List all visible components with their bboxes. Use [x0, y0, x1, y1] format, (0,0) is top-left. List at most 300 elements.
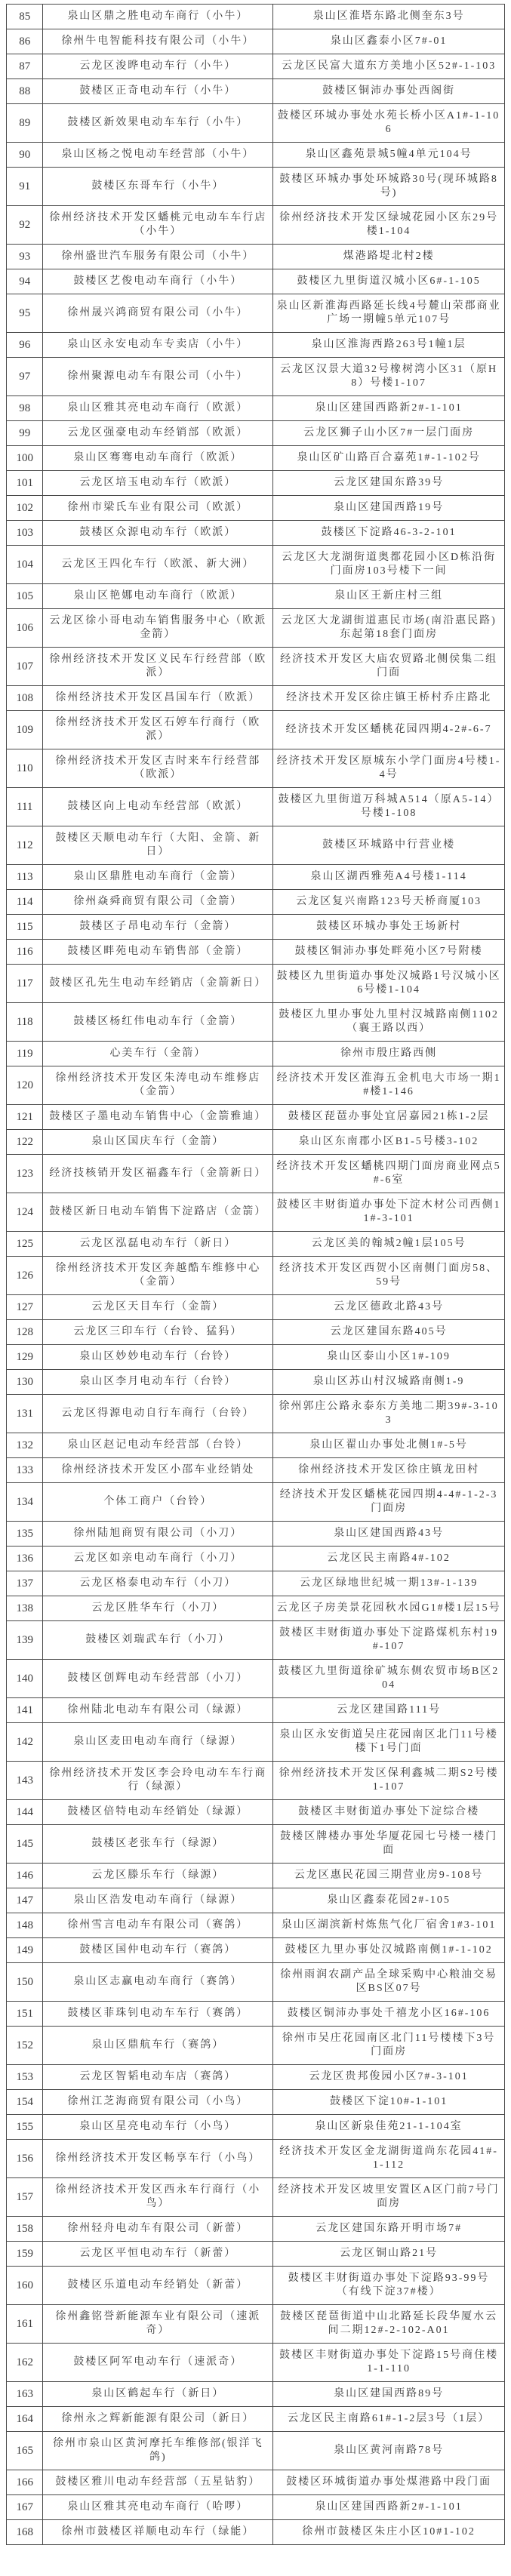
table-row	[7, 2027, 505, 2065]
dealer-name-cell: 徐州鑫铭誉新能源车业有限公司（速派奇）	[43, 2305, 273, 2344]
dealer-address-cell: 泉山区矿山路百合嘉苑1#-1-102号	[273, 446, 505, 471]
dealer-address-cell: 泉山区建国西路43号	[273, 1522, 505, 1547]
row-number-cell: 113	[7, 865, 43, 890]
row-number-cell: 99	[7, 421, 43, 446]
dealer-address-cell: 云龙区汉景大道32号橡树湾小区31（原H8）号楼1-107	[273, 358, 505, 396]
table-row	[7, 2242, 505, 2267]
dealer-name-cell: 泉山区浩发电动车商行（绿源）	[43, 1888, 273, 1913]
row-number-cell: 100	[7, 446, 43, 471]
row-number-cell: 108	[7, 686, 43, 711]
row-number-cell: 135	[7, 1522, 43, 1547]
row-number-cell: 86	[7, 29, 43, 54]
table-row	[7, 940, 505, 965]
dealer-name-cell: 徐州经济技术开发区奔越酷车维修中心（金箭）	[43, 1257, 273, 1295]
table-row	[7, 915, 505, 940]
table-row	[7, 294, 505, 333]
table-row	[7, 1698, 505, 1723]
row-number-cell: 155	[7, 2115, 43, 2140]
dealer-address-cell: 云龙区美的翰城2幢1层105号	[273, 1232, 505, 1257]
dealer-name-cell: 泉山区鼎之胜电动车商行（小牛）	[43, 5, 273, 29]
dealer-name-cell: 云龙区滕乐车行（绿源）	[43, 1864, 273, 1888]
dealer-name-cell: 徐州江芝海商贸有限公司（小鸟）	[43, 2090, 273, 2115]
row-number-cell: 152	[7, 2027, 43, 2065]
table-row	[7, 2140, 505, 2178]
dealer-name-cell: 云龙区培玉电动车行（欧派）	[43, 471, 273, 496]
row-number-cell: 117	[7, 965, 43, 1003]
table-row	[7, 1483, 505, 1522]
table-row	[7, 1003, 505, 1042]
dealer-name-cell: 泉山区雅其亮电动车商行（欧派）	[43, 396, 273, 421]
table-row	[7, 1938, 505, 1963]
row-number-cell: 158	[7, 2217, 43, 2242]
table-row	[7, 269, 505, 294]
table-row	[7, 1825, 505, 1864]
dealer-address-cell: 鼓楼区丰财街道办事处下淀综合楼	[273, 1800, 505, 1825]
row-number-cell: 91	[7, 168, 43, 206]
row-number-cell: 142	[7, 1723, 43, 1762]
row-number-cell: 133	[7, 1458, 43, 1483]
dealer-address-cell: 泉山区新淮海西路延长线4号麓山荣郡商业广场一期幢5单元107号	[273, 294, 505, 333]
row-number-cell: 164	[7, 2407, 43, 2432]
row-number-cell: 109	[7, 711, 43, 749]
dealer-name-cell: 徐州经济技术开发区石婷车行商行（欧派）	[43, 711, 273, 749]
dealer-address-cell: 云龙区复兴南路123号天桥商厦103	[273, 890, 505, 915]
row-number-cell: 131	[7, 1395, 43, 1433]
dealer-name-cell: 泉山区艳娜电动车商行（欧派）	[43, 584, 273, 609]
row-number-cell: 137	[7, 1571, 43, 1596]
dealer-address-cell: 徐州经济技术开发区徐庄镇龙田村	[273, 1458, 505, 1483]
row-number-cell: 90	[7, 143, 43, 168]
dealer-address-cell: 泉山区苏山村汉城路南侧1-9	[273, 1370, 505, 1395]
dealer-address-cell: 泉山区湖滨新村炼焦气化厂宿舍1#3-101	[273, 1913, 505, 1938]
dealer-address-cell: 泉山区建国西路19号	[273, 496, 505, 521]
row-number-cell: 122	[7, 1130, 43, 1155]
row-number-cell: 141	[7, 1698, 43, 1723]
dealer-name-cell: 徐州经济技术开发区朱涛电动车维修店（金箭）	[43, 1066, 273, 1105]
row-number-cell: 89	[7, 104, 43, 143]
dealer-address-cell: 泉山区黄河南路78号	[273, 2432, 505, 2470]
table-row	[7, 890, 505, 915]
dealer-address-cell: 鼓楼区九里办事处汉城路南侧1#-1-102	[273, 1938, 505, 1963]
dealer-address-cell: 泉山区永安街道吴庄花园南区北门11号楼楼下1号门面	[273, 1723, 505, 1762]
table-row	[7, 104, 505, 143]
table-row	[7, 1370, 505, 1395]
dealer-name-cell: 鼓楼区阿军电动车行（速派奇）	[43, 2344, 273, 2382]
table-row	[7, 471, 505, 496]
dealer-name-cell: 云龙区三印车行（台铃、猛犸）	[43, 1320, 273, 1345]
row-number-cell: 166	[7, 2470, 43, 2495]
table-row	[7, 1723, 505, 1762]
dealer-address-cell: 徐州雨润农副产品全球采购中心粮油交易区BS区07号	[273, 1963, 505, 2002]
dealer-address-cell: 云龙区狮子山小区7#一层门面房	[273, 421, 505, 446]
dealer-name-cell: 鼓楼区创辉电动车经营部（小刀）	[43, 1660, 273, 1698]
dealer-address-cell: 云龙区建国东路39号	[273, 471, 505, 496]
dealer-name-cell: 泉山区永安电动车专卖店（小牛）	[43, 333, 273, 358]
dealer-name-cell: 泉山区骞骞电动车商行（欧派）	[43, 446, 273, 471]
table-row	[7, 1105, 505, 1130]
dealer-name-cell: 徐州经济技术开发区蟠桃元电动车车行店 （小牛）	[43, 206, 273, 245]
row-number-cell: 88	[7, 79, 43, 104]
row-number-cell: 121	[7, 1105, 43, 1130]
dealer-address-cell: 鼓楼区丰财街道办事处下淀木材公司西侧11#-3-101	[273, 1193, 505, 1232]
table-row	[7, 1762, 505, 1800]
row-number-cell: 145	[7, 1825, 43, 1864]
row-number-cell: 120	[7, 1066, 43, 1105]
dealer-address-cell: 经济技术开发区徐庄镇王桥村乔庄路北	[273, 686, 505, 711]
dealer-address-cell: 云龙区建国东路405号	[273, 1320, 505, 1345]
row-number-cell: 102	[7, 496, 43, 521]
dealer-address-cell: 鼓楼区九里街道办事处汉城路1号汉城小区6号楼1-104	[273, 965, 505, 1003]
table-row	[7, 2115, 505, 2140]
row-number-cell: 98	[7, 396, 43, 421]
dealer-name-cell: 鼓楼区孔先生电动车经销店（金箭新日）	[43, 965, 273, 1003]
table-row	[7, 1155, 505, 1193]
dealer-table-body	[7, 5, 505, 2545]
table-row	[7, 168, 505, 206]
row-number-cell: 139	[7, 1621, 43, 1660]
dealer-name-cell: 云龙区平恒电动车行（新蕾）	[43, 2242, 273, 2267]
dealer-name-cell: 徐州经济技术开发区西永车行商行（小鸟）	[43, 2178, 273, 2217]
dealer-name-cell: 徐州陆北电动车有限公司（绿源）	[43, 1698, 273, 1723]
table-row	[7, 1433, 505, 1458]
table-row	[7, 1571, 505, 1596]
row-number-cell: 119	[7, 1042, 43, 1066]
table-row	[7, 421, 505, 446]
row-number-cell: 116	[7, 940, 43, 965]
table-row	[7, 865, 505, 890]
table-row	[7, 1257, 505, 1295]
row-number-cell: 103	[7, 521, 43, 546]
table-row	[7, 609, 505, 648]
table-row	[7, 245, 505, 269]
table-row	[7, 584, 505, 609]
row-number-cell: 161	[7, 2305, 43, 2344]
dealer-address-cell: 鼓楼区铜沛办事处千禧龙小区16#-106	[273, 2002, 505, 2027]
dealer-name-cell: 鼓楼区众源电动车行（欧派）	[43, 521, 273, 546]
table-row	[7, 648, 505, 686]
table-row	[7, 79, 505, 104]
table-row	[7, 2305, 505, 2344]
row-number-cell: 107	[7, 648, 43, 686]
dealer-address-cell: 泉山区王新庄村三组	[273, 584, 505, 609]
row-number-cell: 105	[7, 584, 43, 609]
table-row	[7, 521, 505, 546]
dealer-address-cell: 鼓楼区琵琶街道中山北路延长段华厦水云间二期12#-2-102-A01	[273, 2305, 505, 2344]
dealer-name-cell: 徐州经济技术开发区畅享车行（小鸟）	[43, 2140, 273, 2178]
dealer-address-cell: 鼓楼区九里街道徐矿城东侧农贸市场B区204	[273, 1660, 505, 1698]
dealer-name-cell: 徐州经济技术开发区小邵车业经销处	[43, 1458, 273, 1483]
dealer-address-cell: 云龙区民主南路4#-102	[273, 1547, 505, 1571]
dealer-name-cell: 泉山区鹤起车行（新日）	[43, 2382, 273, 2407]
row-number-cell: 85	[7, 5, 43, 29]
table-row	[7, 2432, 505, 2470]
dealer-address-cell: 徐州经济技术开发区保利鑫城二期S2号楼1-107	[273, 1762, 505, 1800]
table-row	[7, 1458, 505, 1483]
dealer-name-cell: 泉山区赵记电动车经营部（台铃）	[43, 1433, 273, 1458]
dealer-address-cell: 鼓楼区下淀10#-1-101	[273, 2090, 505, 2115]
dealer-address-cell: 泉山区建国西路新2#-1-101	[273, 2495, 505, 2520]
row-number-cell: 124	[7, 1193, 43, 1232]
dealer-name-cell: 鼓楼区国仲电动车行（赛鸽）	[43, 1938, 273, 1963]
dealer-name-cell: 鼓楼区乐道电动车经销处（新蕾）	[43, 2267, 273, 2305]
row-number-cell: 106	[7, 609, 43, 648]
dealer-address-cell: 云龙区惠民花园三期营业房9-108号	[273, 1864, 505, 1888]
dealer-address-cell: 经济技术开发区坡里安置区A区门前7号门面房	[273, 2178, 505, 2217]
dealer-name-cell: 云龙区得源电动自行车商行（台铃）	[43, 1395, 273, 1433]
dealer-name-cell: 徐州经济技术开发区李会玲电动车车行商行（绿源）	[43, 1762, 273, 1800]
dealer-address-cell: 鼓楼区环城办事处王场新村	[273, 915, 505, 940]
dealer-name-cell: 鼓楼区天顺电动车行（大阳、金箭、新日）	[43, 826, 273, 865]
dealer-name-cell: 云龙区徐小哥电动车销售服务中心（欧派金箭）	[43, 609, 273, 648]
dealer-address-cell: 徐州郭庄公路永泰东方美地二期39#-3-103	[273, 1395, 505, 1433]
table-row	[7, 1596, 505, 1621]
row-number-cell: 93	[7, 245, 43, 269]
dealer-address-cell: 经济技术开发区西贺小区南侧门面房58、59号	[273, 1257, 505, 1295]
dealer-address-cell: 云龙区子房美景花园秋水园G1#楼1层15号	[273, 1596, 505, 1621]
dealer-address-cell: 云龙区大龙湖街道惠民市场(南沿惠民路)东起第18套门面房	[273, 609, 505, 648]
table-row	[7, 206, 505, 245]
row-number-cell: 92	[7, 206, 43, 245]
dealer-address-cell: 鼓楼区九里街道万科城A514（原A5-14）号楼1-108	[273, 788, 505, 826]
dealer-address-cell: 煤港路堤北村2楼	[273, 245, 505, 269]
row-number-cell: 112	[7, 826, 43, 865]
table-row	[7, 5, 505, 29]
table-row	[7, 2407, 505, 2432]
dealer-address-cell: 泉山区湖西雅苑A4号楼1-114	[273, 865, 505, 890]
table-row	[7, 2178, 505, 2217]
row-number-cell: 168	[7, 2520, 43, 2545]
dealer-address-cell: 泉山区淮海西路263号1幢1层	[273, 333, 505, 358]
dealer-name-cell: 鼓楼区倍特电动车经销处（绿源）	[43, 1800, 273, 1825]
row-number-cell: 149	[7, 1938, 43, 1963]
dealer-address-cell: 泉山区鑫泰小区7#-01	[273, 29, 505, 54]
row-number-cell: 153	[7, 2065, 43, 2090]
dealer-name-cell: 徐州牛电智能科技有限公司（小牛）	[43, 29, 273, 54]
dealer-address-cell: 鼓楼区丰财街道办事处下淀路煤机东村19#-107	[273, 1621, 505, 1660]
dealer-address-cell: 鼓楼区环城路中行营业楼	[273, 826, 505, 865]
row-number-cell: 95	[7, 294, 43, 333]
dealer-address-cell: 鼓楼区铜沛办事处西阁街	[273, 79, 505, 104]
table-row	[7, 358, 505, 396]
table-row	[7, 749, 505, 788]
row-number-cell: 157	[7, 2178, 43, 2217]
row-number-cell: 167	[7, 2495, 43, 2520]
row-number-cell: 163	[7, 2382, 43, 2407]
table-row	[7, 1621, 505, 1660]
dealer-address-cell: 云龙区绿地世纪城一期13#-1-139	[273, 1571, 505, 1596]
dealer-address-cell: 泉山区鑫苑景城5幢4单元104号	[273, 143, 505, 168]
dealer-name-cell: 鼓楼区向上电动车经营部（欧派）	[43, 788, 273, 826]
dealer-name-cell: 泉山区雅其亮电动车商行（哈啰）	[43, 2495, 273, 2520]
dealer-name-cell: 经济技核销开发区福鑫车行（金箭新日）	[43, 1155, 273, 1193]
row-number-cell: 140	[7, 1660, 43, 1698]
row-number-cell: 104	[7, 546, 43, 584]
dealer-address-cell: 云龙区大龙湖街道奥都花园小区D栋沿街门面房103号楼下一间	[273, 546, 505, 584]
dealer-address-cell: 泉山区新泉佳苑21-1-104室	[273, 2115, 505, 2140]
table-row	[7, 1395, 505, 1433]
dealer-name-cell: 徐州晟兴鸿商贸有限公司（小牛）	[43, 294, 273, 333]
dealer-name-cell: 云龙区王四化车行（欧派、新大洲）	[43, 546, 273, 584]
dealer-address-cell: 徐州市鼓楼区朱庄小区10#1-102	[273, 2520, 505, 2545]
dealer-name-cell: 徐州市泉山区黄河摩托车维修部(银洋飞鸽)	[43, 2432, 273, 2470]
row-number-cell: 115	[7, 915, 43, 940]
row-number-cell: 165	[7, 2432, 43, 2470]
dealer-address-cell: 云龙区建国东路开明市场7#	[273, 2217, 505, 2242]
dealer-name-cell: 云龙区泓磊电动车行（新日）	[43, 1232, 273, 1257]
dealer-name-cell: 云龙区强豪电动车经销部（欧派）	[43, 421, 273, 446]
row-number-cell: 144	[7, 1800, 43, 1825]
row-number-cell: 130	[7, 1370, 43, 1395]
row-number-cell: 111	[7, 788, 43, 826]
dealer-name-cell: 泉山区鼎胜电动车商行（金箭）	[43, 865, 273, 890]
table-row	[7, 2090, 505, 2115]
dealer-name-cell: 鼓楼区正奇电动车行（小牛）	[43, 79, 273, 104]
dealer-name-cell: 泉山区星亮电动车行（小鸟）	[43, 2115, 273, 2140]
table-row	[7, 1320, 505, 1345]
dealer-address-cell: 云龙区贵邦俊园小区7#-3-101	[273, 2065, 505, 2090]
dealer-name-cell: 鼓楼区菲珠钊电动车车行（赛鸽）	[43, 2002, 273, 2027]
table-row	[7, 1913, 505, 1938]
row-number-cell: 136	[7, 1547, 43, 1571]
dealer-address-cell: 鼓楼区牌楼办事处华厦花园七号楼一楼门面	[273, 1825, 505, 1864]
row-number-cell: 125	[7, 1232, 43, 1257]
table-row	[7, 1522, 505, 1547]
dealer-name-cell: 鼓楼区子墨电动车销售中心（金箭雅迪）	[43, 1105, 273, 1130]
dealer-name-cell: 鼓楼区刘瑞武车行（小刀）	[43, 1621, 273, 1660]
dealer-name-cell: 徐州永之辉新能源有限公司（新日）	[43, 2407, 273, 2432]
dealer-name-cell: 泉山区李月电动车行（台铃）	[43, 1370, 273, 1395]
table-row	[7, 496, 505, 521]
dealer-name-cell: 泉山区杨之悦电动车经营部（小牛）	[43, 143, 273, 168]
dealer-name-cell: 徐州雪言电动车有限公司（赛鸽）	[43, 1913, 273, 1938]
table-row	[7, 446, 505, 471]
dealer-name-cell: 泉山区麦田电动车商行（绿源）	[43, 1723, 273, 1762]
row-number-cell: 96	[7, 333, 43, 358]
row-number-cell: 132	[7, 1433, 43, 1458]
table-row	[7, 1888, 505, 1913]
row-number-cell: 126	[7, 1257, 43, 1295]
row-number-cell: 134	[7, 1483, 43, 1522]
dealer-table	[6, 4, 505, 2545]
dealer-name-cell: 徐州焱舜商贸有限公司（金箭）	[43, 890, 273, 915]
table-row	[7, 965, 505, 1003]
table-row	[7, 711, 505, 749]
dealer-address-cell: 云龙区铜山路21号	[273, 2242, 505, 2267]
dealer-address-cell: 云龙区民主南路61#-1-2层3号（1层）	[273, 2407, 505, 2432]
row-number-cell: 156	[7, 2140, 43, 2178]
dealer-address-cell: 云龙区德政北路43号	[273, 1295, 505, 1320]
table-row	[7, 2267, 505, 2305]
dealer-name-cell: 鼓楼区雅川电动车经营部（五星钻豹）	[43, 2470, 273, 2495]
table-row	[7, 1042, 505, 1066]
dealer-address-cell: 泉山区建国西路89号	[273, 2382, 505, 2407]
table-row	[7, 2065, 505, 2090]
table-row	[7, 546, 505, 584]
dealer-address-cell: 泉山区泰山小区1#-109	[273, 1345, 505, 1370]
row-number-cell: 147	[7, 1888, 43, 1913]
table-row	[7, 143, 505, 168]
row-number-cell: 143	[7, 1762, 43, 1800]
dealer-address-cell: 经济技术开发区蟠桃花园四期4-4#-1-2-3门面房	[273, 1483, 505, 1522]
dealer-address-cell: 鼓楼区九里办事处九里村汉城路南侧1102（襄王路以西）	[273, 1003, 505, 1042]
table-row	[7, 2520, 505, 2545]
dealer-address-cell: 云龙区民富大道东方美地小区52#-1-103	[273, 54, 505, 79]
dealer-name-cell: 云龙区格泰电动车行（小刀）	[43, 1571, 273, 1596]
row-number-cell: 101	[7, 471, 43, 496]
dealer-address-cell: 泉山区鑫泰花园2#-105	[273, 1888, 505, 1913]
dealer-name-cell: 鼓楼区杨红伟电动车行（金箭）	[43, 1003, 273, 1042]
table-row	[7, 1193, 505, 1232]
row-number-cell: 123	[7, 1155, 43, 1193]
table-row	[7, 54, 505, 79]
dealer-name-cell: 泉山区妙妙电动车行（台铃）	[43, 1345, 273, 1370]
row-number-cell: 87	[7, 54, 43, 79]
row-number-cell: 129	[7, 1345, 43, 1370]
row-number-cell: 110	[7, 749, 43, 788]
row-number-cell: 97	[7, 358, 43, 396]
dealer-name-cell: 徐州经济技术开发区昌国车行（欧派）	[43, 686, 273, 711]
dealer-address-cell: 经济技术开发区淮海五金机电大市场一期1#楼1-146	[273, 1066, 505, 1105]
dealer-name-cell: 个体工商户（台铃）	[43, 1483, 273, 1522]
table-row	[7, 1800, 505, 1825]
dealer-address-cell: 泉山区东南郡小区B1-5号楼3-102	[273, 1130, 505, 1155]
dealer-address-cell: 鼓楼区琵琶办事处宜居嘉园21栋1-2层	[273, 1105, 505, 1130]
dealer-name-cell: 鼓楼区新日电动车销售下淀路店（金箭）	[43, 1193, 273, 1232]
dealer-name-cell: 鼓楼区新效果电动车车行（小牛）	[43, 104, 273, 143]
dealer-name-cell: 徐州轻舟电动车有限公司（新蕾）	[43, 2217, 273, 2242]
table-row	[7, 686, 505, 711]
table-row	[7, 1660, 505, 1698]
dealer-address-cell: 鼓楼区下淀路46-3-2-101	[273, 521, 505, 546]
row-number-cell: 162	[7, 2344, 43, 2382]
dealer-address-cell: 经济技术开发区蟠桃花园四期4-2#-6-7	[273, 711, 505, 749]
dealer-name-cell: 鼓楼区艺俊电动车商行（小牛）	[43, 269, 273, 294]
dealer-name-cell: 云龙区智韬电动车店（赛鸽）	[43, 2065, 273, 2090]
dealer-address-cell: 泉山区淮塔东路北侧奎东3号	[273, 5, 505, 29]
dealer-address-cell: 泉山区翟山办事处北侧1#-5号	[273, 1433, 505, 1458]
row-number-cell: 127	[7, 1295, 43, 1320]
dealer-address-cell: 鼓楼区九里街道汉城小区6#-1-105	[273, 269, 505, 294]
dealer-name-cell: 徐州聚源电动车有限公司（小牛）	[43, 358, 273, 396]
table-row	[7, 2344, 505, 2382]
dealer-address-cell: 经济技术开发区原城东小学门面房4号楼1-4号	[273, 749, 505, 788]
dealer-name-cell: 徐州市鼓楼区祥顺电动车行（绿能）	[43, 2520, 273, 2545]
dealer-name-cell: 云龙区浚晔电动车行（小牛）	[43, 54, 273, 79]
dealer-name-cell: 徐州经济技术开发区吉时来车行经营部（欧派）	[43, 749, 273, 788]
dealer-address-cell: 徐州市殷庄路西侧	[273, 1042, 505, 1066]
table-row	[7, 1864, 505, 1888]
dealer-address-cell: 鼓楼区丰财街道办事处下淀路93-99号（有线下淀37#楼）	[273, 2267, 505, 2305]
dealer-address-cell: 鼓楼区丰财街道办事处下淀路15号商住楼1-1-110	[273, 2344, 505, 2382]
row-number-cell: 151	[7, 2002, 43, 2027]
row-number-cell: 148	[7, 1913, 43, 1938]
row-number-cell: 138	[7, 1596, 43, 1621]
dealer-name-cell: 徐州经济技术开发区义民车行经营部（欧派）	[43, 648, 273, 686]
table-row	[7, 1295, 505, 1320]
dealer-address-cell: 鼓楼区环城街道办事处煤港路中段门面	[273, 2470, 505, 2495]
table-row	[7, 2217, 505, 2242]
dealer-address-cell: 经济技术开发区蟠桃四期门面房商业网点5#-6室	[273, 1155, 505, 1193]
row-number-cell: 154	[7, 2090, 43, 2115]
dealer-name-cell: 心美车行（金箭）	[43, 1042, 273, 1066]
dealer-name-cell: 鼓楼区老张车行（绿源）	[43, 1825, 273, 1864]
dealer-name-cell: 泉山区鼎航车行（赛鸽）	[43, 2027, 273, 2065]
dealer-address-cell: 徐州经济技术开发区绿城花园小区东29号楼1-104	[273, 206, 505, 245]
dealer-address-cell: 泉山区建国西路新2#-1-101	[273, 396, 505, 421]
row-number-cell: 159	[7, 2242, 43, 2267]
row-number-cell: 128	[7, 1320, 43, 1345]
dealer-name-cell: 鼓楼区畔苑电动车销售部（金箭）	[43, 940, 273, 965]
